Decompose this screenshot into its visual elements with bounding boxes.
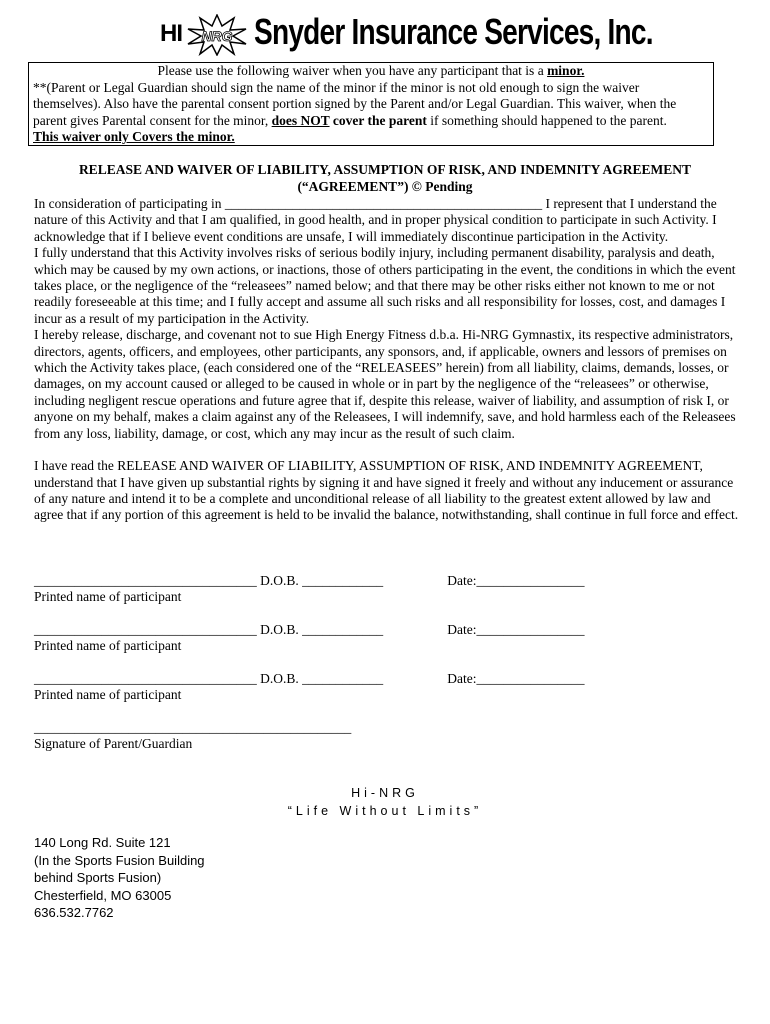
notice-body: [33, 80, 709, 130]
notice-body-end: if something should happened to the parent.: [426, 112, 667, 128]
agreement-body: [34, 196, 740, 524]
hi-nrg-logo: [160, 14, 248, 56]
participant-label-2: Printed name of participant: [34, 638, 182, 654]
participant-signature-3: [34, 671, 734, 704]
logo-hi-text: HI: [160, 20, 182, 47]
address-line4: Chesterfield, MO 63005: [34, 887, 172, 903]
agreement-title-line2: (“AGREEMENT”) © Pending: [297, 178, 473, 194]
paragraph-release: I hereby release, discharge, and covenant not to sue High Energy Fitness d.b.a. Hi-NRG Gymnastix, its respective administrators, directors, agents, officers, and employees, other participants, any sponsors, and, if applicable, owners and lessors of premises on which the Activity takes place, (each considered one of the “RELEASEES” herein) from all liability, claims, demands, losses, or damages, on my account caused or alleged to be caused in whole or in part by the negligence of the “releasees” or otherwise, including negligent rescue operations and future agree that if, despite this release, waiver of liability, and assumption of risk I, or anyone on my behalf, makes a claim against any of the Releasees, I will indemnify, save, and hold harmless each of the Releasees from any loss, liability, damage, or cost, which any may incur as the result of such claim.: [34, 327, 736, 441]
participant-signature-2: [34, 622, 734, 655]
participant-line-1[interactable]: _________________________________ D.O.B. ____________ Date:________________: [34, 573, 585, 588]
notice-line1-text: Please use the following waiver when you have any participant that is a: [157, 63, 548, 78]
minor-notice-box: [28, 62, 714, 146]
logo-nrg-text: NRG: [201, 28, 233, 44]
notice-minor-emphasis: minor.: [547, 63, 585, 78]
nrg-starburst-icon: [186, 14, 248, 56]
address-line3: behind Sports Fusion): [34, 870, 162, 886]
notice-body-text: **(Parent or Legal Guardian should sign the name of the minor if the minor is not old enough to sign the waiver themselves). Also have the parental consent portion signed by the Parent and/or Legal Guardian. This waiver, when the parent gives Parental consent for the minor,: [33, 79, 677, 128]
footer-org: Hi-NRG: [351, 786, 419, 800]
agreement-title: [30, 162, 740, 195]
paragraph-risks: I fully understand that this Activity involves risks of serious bodily injury, including permanent disability, paralysis and death, which may be caused by my own actions, or inactions, those of others participating in the event, the conditions in which the event takes place, or the negligence of the “releasees” named below; and that there may be other risks either not known to me or not readily foreseeable at this time; and I fully accept and assume all such risks and all responsibility for losses, cost, and damages I incur as a result of my participation in the Activity.: [34, 245, 736, 326]
address-line2: (In the Sports Fusion Building: [34, 852, 205, 868]
notice-cover-parent: cover the parent: [329, 112, 427, 128]
footer-tagline: “Life Without Limits”: [287, 804, 483, 818]
participant-line-2[interactable]: _________________________________ D.O.B. ____________ Date:________________: [34, 622, 585, 637]
notice-line1: [33, 63, 709, 80]
company-name: Snyder Insurance Services, Inc.: [254, 11, 653, 52]
agreement-title-line1: RELEASE AND WAIVER OF LIABILITY, ASSUMPTION OF RISK, AND INDEMNITY AGREEMENT: [78, 162, 692, 177]
footer-address: [34, 834, 205, 922]
participant-line-3[interactable]: _________________________________ D.O.B. ____________ Date:________________: [34, 671, 585, 686]
paragraph-acknowledgement: I have read the RELEASE AND WAIVER OF LIABILITY, ASSUMPTION OF RISK, AND INDEMNITY AGREEMENT, understand that I have given up substantial rights by signing it and have signed it freely and without any inducement or assurance of any nature and intend it to be a complete and unconditional release of all liability to the greatest extent allowed by law and agree that if any portion of this agreement is held to be invalid the balance, notwithstanding, shall continue in full force and effect.: [34, 458, 739, 523]
notice-covers-minor: This waiver only Covers the minor.: [33, 129, 235, 144]
address-line1: 140 Long Rd. Suite 121: [34, 835, 171, 850]
phone-number: 636.532.7762: [34, 905, 114, 921]
notice-does-not: does NOT: [271, 112, 330, 128]
document-header: [160, 10, 653, 60]
guardian-signature-line[interactable]: _______________________________________________: [34, 720, 352, 735]
guardian-signature: [34, 720, 734, 753]
participant-label-3: Printed name of participant: [34, 687, 182, 703]
paragraph-consideration: In consideration of participating in _______________________________________________ I represent that I understand the nature of this Activity and that I am qualified, in good health, and in proper physical condition to participate in such Activity. I acknowledge that if I believe event conditions are unsafe, I will immediately discontinue participation in the Activity.: [34, 196, 717, 244]
participant-label-1: Printed name of participant: [34, 589, 182, 605]
participant-signature-1: [34, 573, 734, 606]
guardian-signature-label: Signature of Parent/Guardian: [34, 736, 193, 752]
